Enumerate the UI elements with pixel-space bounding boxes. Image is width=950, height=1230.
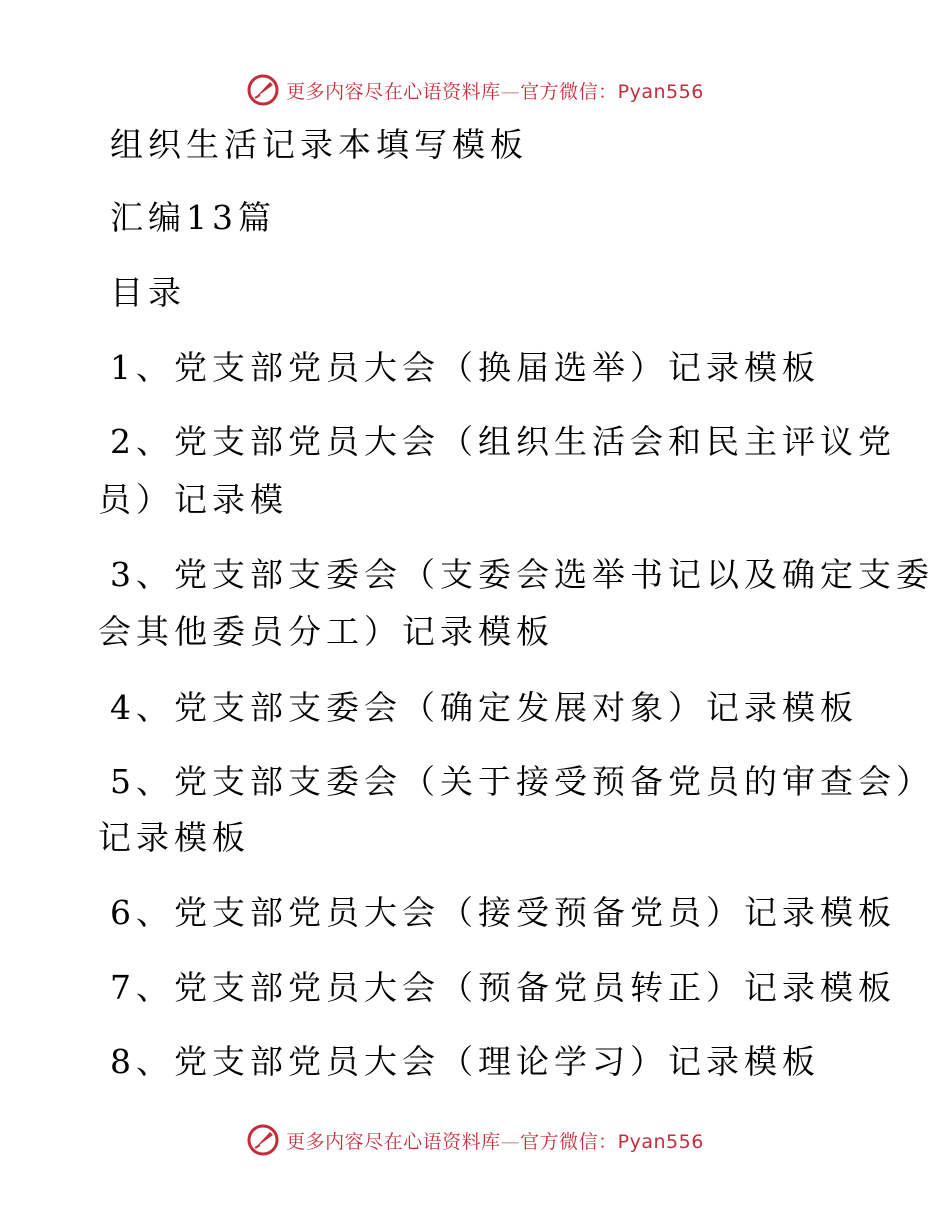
toc-item-2: 2、党支部党员大会（组织生活会和民主评议党 [110, 422, 896, 461]
toc-item-3-continued: 会其他委员分工）记录模板 [98, 612, 554, 651]
toc-heading: 目录 [110, 273, 186, 312]
watermark-banner-top [0, 70, 950, 110]
toc-item-5-continued: 记录模板 [98, 818, 250, 857]
toc-item-2-continued: 员）记录模 [98, 480, 288, 519]
toc-item-3: 3、党支部支委会（支委会选举书记以及确定支委 [110, 555, 934, 594]
document-subtitle: 汇编13篇 [110, 198, 276, 237]
watermark-text: 更多内容尽在心语资料库—官方微信：Pyan556 [286, 1130, 704, 1153]
toc-item-7: 7、党支部党员大会（预备党员转正）记录模板 [110, 968, 896, 1007]
toc-item-1: 1、党支部党员大会（换届选举）记录模板 [110, 348, 820, 387]
toc-item-8: 8、党支部党员大会（理论学习）记录模板 [110, 1042, 820, 1081]
feather-pen-logo-icon [246, 1123, 280, 1157]
watermark-banner-bottom [0, 1120, 950, 1160]
watermark-text: 更多内容尽在心语资料库—官方微信：Pyan556 [286, 80, 704, 103]
toc-item-6: 6、党支部党员大会（接受预备党员）记录模板 [110, 893, 896, 932]
feather-pen-logo-icon [246, 73, 280, 107]
toc-item-4: 4、党支部支委会（确定发展对象）记录模板 [110, 688, 858, 727]
document-title: 组织生活记录本填写模板 [110, 125, 528, 164]
toc-item-5: 5、党支部支委会（关于接受预备党员的审查会） [110, 762, 934, 801]
